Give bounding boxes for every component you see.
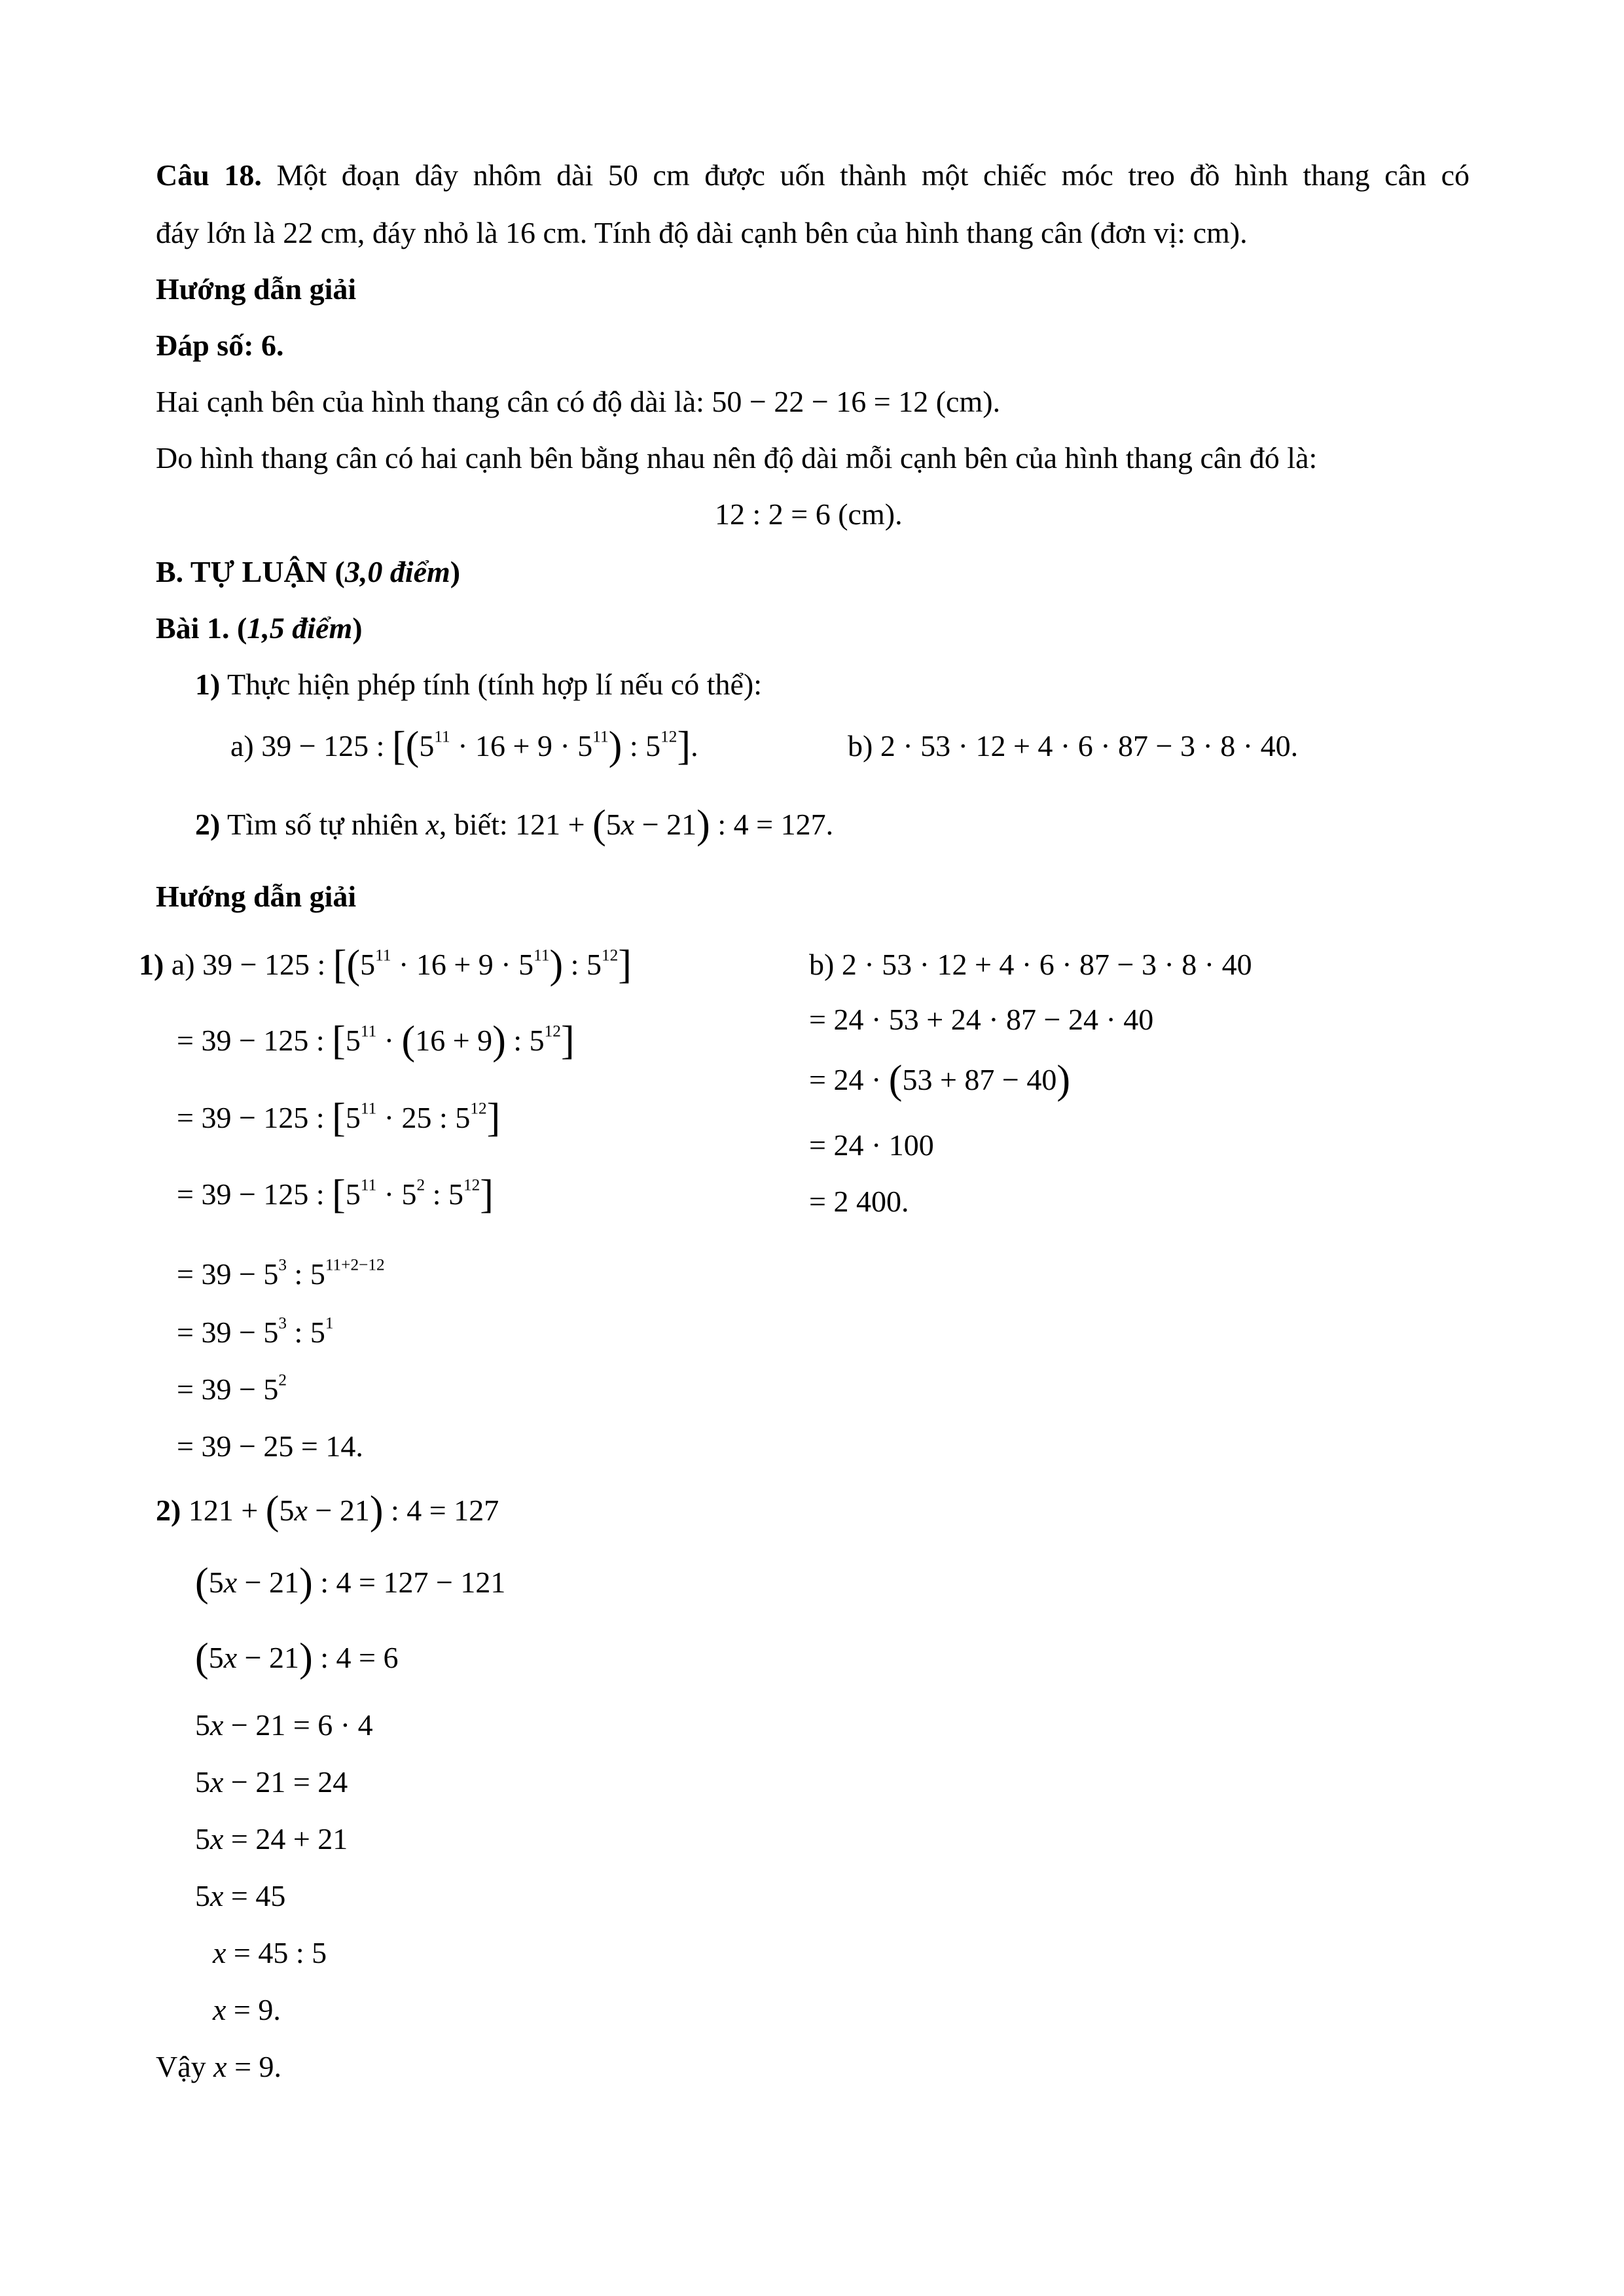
answer-line: Đáp số: 6. <box>156 329 284 362</box>
solution-line-1: Hai cạnh bên của hình thang cân có độ dài là: 50 − 22 − 16 = 12 (cm). <box>156 385 1001 418</box>
sol-1b-line-5: = 2 400. <box>809 1185 909 1218</box>
sol-2-line-6: 5x = 24 + 21 <box>195 1822 348 1856</box>
task-2-line: 2) Tìm số tự nhiên x, biết: 121 + (5x − 21) : 4 = 127. <box>195 802 834 847</box>
sol-1a-line-2: = 39 − 125 : [$5^{11} \cdot (16 + 9)$ : $5^{12}$] <box>177 1018 575 1063</box>
sol-2-line-1: 2) 121 + (5x − 21) : 4 = 127 <box>156 1488 499 1533</box>
sol-2-line-8: x = 45 : 5 <box>213 1936 327 1969</box>
question-18-line1 <box>156 157 1470 193</box>
sol-1a-line-6: = $39 - 5^3$ : $5^1$ <box>177 1314 334 1349</box>
sol-2-line-9: x = 9. <box>213 1993 281 2026</box>
sol-1a-line-3: = 39 − 125 : [$5^{11} \cdot 25$ : $5^{12}$] <box>177 1095 501 1140</box>
sol-1a-line-1: 1) a) 39 − 125 : [$(5^{11} \cdot 16 + 9 \cdot 5^{11})$ : $5^{12}$] <box>139 942 632 987</box>
guide-heading-1: Hướng dẫn giải <box>156 272 357 306</box>
question-18-text2: đáy lớn là 22 cm, đáy nhỏ là 16 cm. Tính độ dài cạnh bên của hình thang cân (đơn vị: cm). <box>156 216 1248 249</box>
sol-2-line-2: (5x − 21) : 4 = 127 − 121 <box>195 1560 506 1605</box>
bai1-title: Bài 1. (1,5 điểm) <box>156 611 363 645</box>
question-18-label: Câu 18. <box>156 158 262 192</box>
sol-1b-line-3: = 24 · (53 + 87 − 40) <box>809 1057 1071 1102</box>
question-18-text1: Một đoạn dây nhôm dài 50 cm được uốn thành một chiếc móc treo đồ hình thang cân có <box>261 158 1470 192</box>
sol-1b-line-1: b) 2 · 53 · 12 + 4 · 6 · 87 − 3 · 8 · 40 <box>809 948 1252 981</box>
sol-1a-line-4: = 39 − 125 : [$5^{11} \cdot 5^2$ : $5^{12}$] <box>177 1172 494 1217</box>
sol-1b-line-4: = 24 · 100 <box>809 1128 934 1162</box>
task-1-line: 1) Thực hiện phép tính (tính hợp lí nếu có thể): <box>195 668 763 701</box>
guide-heading-2: Hướng dẫn giải <box>156 880 357 913</box>
solution-math-1: 50 − 22 − 16 = 12 <box>712 385 929 418</box>
sol-2-line-5: 5x − 21 = 24 <box>195 1765 348 1799</box>
sol-1a-line-5: = $39 - 5^3$ : $5^{11+2-12}$ <box>177 1255 385 1291</box>
solution-line-2: Do hình thang cân có hai cạnh bên bằng nhau nên độ dài mỗi cạnh bên của hình thang cân đó là: <box>156 441 1318 475</box>
sol-2-line-4: 5x − 21 = 6 · 4 <box>195 1708 373 1742</box>
sol-1b-line-2: = 24 · 53 + 24 · 87 − 24 · 40 <box>809 1003 1154 1036</box>
exercise-1a: a) 39 − 125 : [$(5^{11} \cdot 16 + 9 \cdot 5^{11})$ : $5^{12}$]. <box>230 723 698 768</box>
part-b-title: B. TỰ LUẬN (3,0 điểm) <box>156 555 461 588</box>
sol-2-line-3: (5x − 21) : 4 = 6 <box>195 1635 399 1680</box>
sol-1a-line-7: = $39 - 5^2$ <box>177 1371 287 1406</box>
conclusion: Vậy x = 9. <box>156 2050 282 2083</box>
solution-line-3: 12 : 2 = 6 (cm). <box>715 497 903 531</box>
sol-1a-line-8: = 39 − 25 = 14. <box>177 1429 363 1463</box>
exercise-1b: b) 2 · 53 · 12 + 4 · 6 · 87 − 3 · 8 · 40. <box>848 729 1299 762</box>
sol-2-line-7: 5x = 45 <box>195 1879 286 1912</box>
